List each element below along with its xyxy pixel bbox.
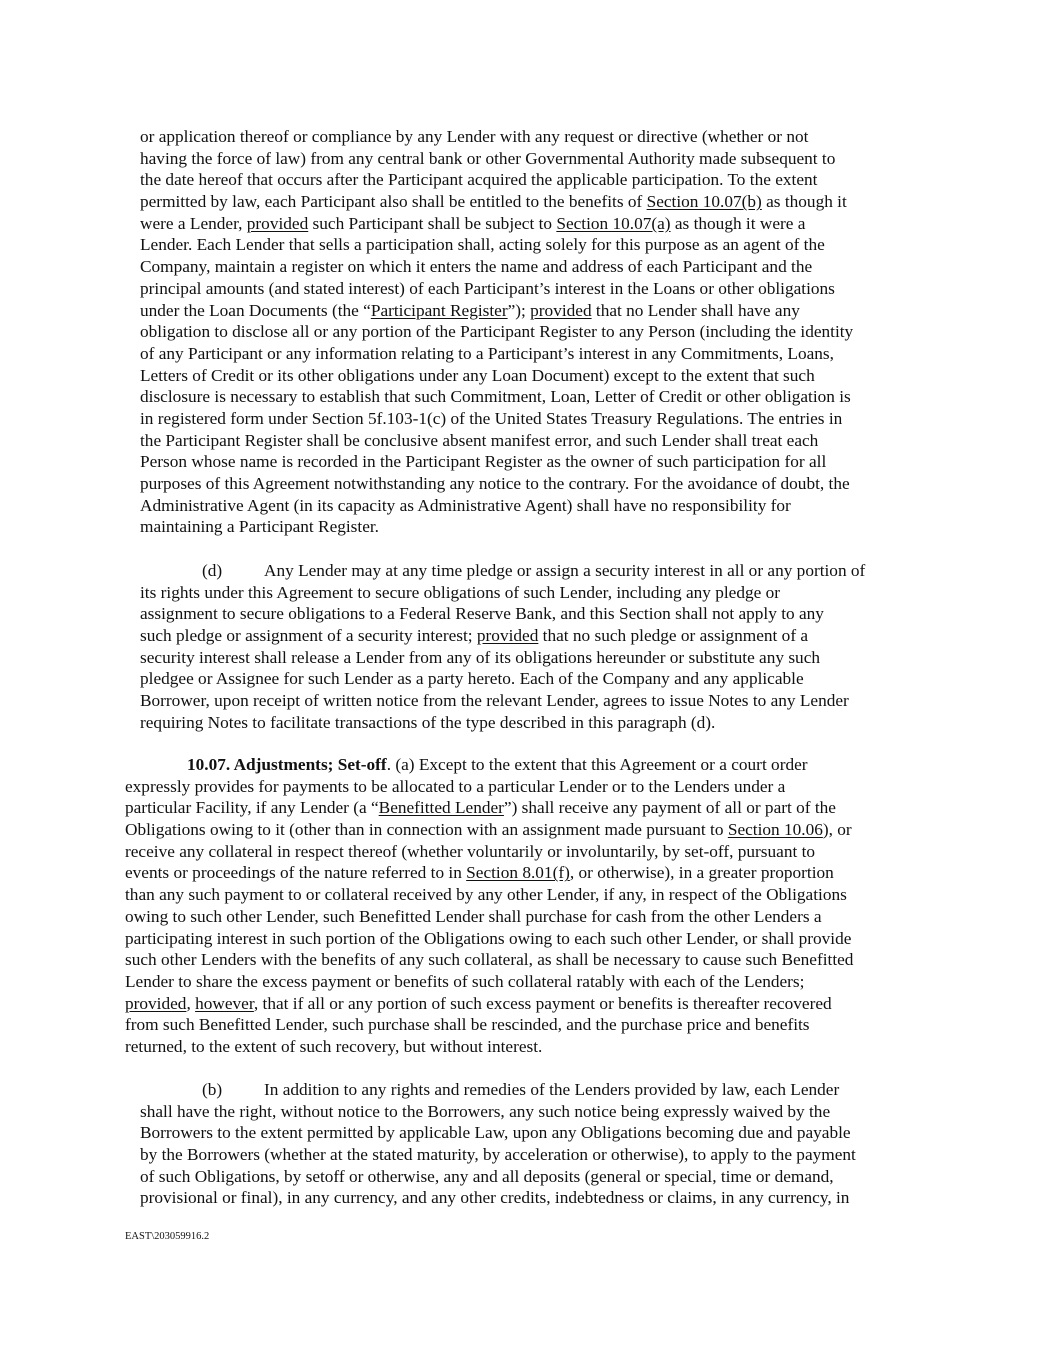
text-line: [140, 191, 853, 213]
text-line: in registered form under Section 5f.103-1(c) of the United States Treasury Regulations. The entries in: [140, 408, 843, 428]
defined-term: Participant Register: [370, 300, 508, 320]
text-run: as though it: [761, 192, 847, 212]
paragraph-label: (d): [202, 561, 223, 580]
text-line: security interest shall release a Lender from any of its obligations hereunder or substitute any such: [140, 647, 821, 667]
text-run: that no such pledge or assignment of a: [538, 626, 809, 646]
text-line: [140, 560, 865, 582]
text-run: . (a) Except to the extent that this Agreement or a court order: [386, 755, 808, 774]
text-run: that no Lender shall have any: [591, 300, 800, 320]
text-line: Letters of Credit or its other obligations under any Loan Document) except to the extent that such: [140, 365, 815, 385]
text-run: ”) shall receive any payment of all or part of the: [503, 798, 836, 818]
paragraph-c-continuation: [140, 126, 853, 538]
text-line: [125, 819, 853, 841]
text-line: Lender. Each Lender that sells a participation shall, acting solely for this purpose as an agent of the: [140, 235, 825, 255]
provided-term: provided: [530, 300, 592, 320]
text-line: owing to such other Lender, such Benefitted Lender shall purchase for cash from the other Lenders a: [125, 906, 822, 926]
text-line: [140, 300, 853, 322]
text-run: permitted by law, each Participant also shall be entitled to the benefits of: [140, 192, 647, 212]
text-line: [140, 625, 865, 647]
text-line: Lender to share the excess payment or benefits of such collateral ratably with each of the Lenders;: [125, 971, 805, 991]
text-run: under the Loan Documents (the “: [140, 300, 371, 320]
section-heading: 10.07. Adjustments; Set-off: [187, 755, 387, 774]
provided-term: provided: [125, 993, 187, 1013]
text-run: , that if all or any portion of such excess payment or benefits is thereafter recovered: [253, 993, 832, 1013]
text-run: ”);: [507, 300, 531, 320]
text-run: Obligations owing to it (other than in connection with an assignment made pursuant to: [125, 820, 728, 840]
text-line: purposes of this Agreement notwithstanding any notice to the contrary. For the avoidance of doubt, the: [140, 474, 850, 493]
document-footer-id: EAST\203059916.2: [125, 1231, 210, 1242]
paragraph-d: [140, 560, 865, 734]
provided-term: provided: [246, 213, 309, 233]
provided-term: provided: [476, 626, 539, 646]
text-run: such Participant shall be subject to: [308, 213, 557, 233]
text-line: expressly provides for payments to be allocated to a particular Lender or to the Lenders under a: [125, 776, 786, 796]
text-line: Borrowers to the extent permitted by applicable Law, upon any Obligations becoming due and payable: [140, 1123, 851, 1143]
text-line: of any Participant or any information relating to a Participant’s interest in any Commitments, Loans,: [140, 343, 834, 363]
text-line: shall have the right, without notice to the Borrowers, any such notice being expressly waived by the: [140, 1101, 831, 1121]
text-line: such other Lenders with the benefits of any such collateral, as shall be necessary to cause such Benefitted: [125, 950, 854, 970]
text-run: particular Facility, if any Lender (a “: [125, 798, 379, 818]
text-line: pledgee or Assignee for such Lender as a party hereto. Each of the Company and any applicable: [140, 669, 804, 689]
section-reference: Section 8.01(f): [466, 863, 570, 883]
text-line: maintaining a Participant Register.: [140, 517, 380, 537]
text-line: of such Obligations, by setoff or otherwise, any and all deposits (general or special, time or demand,: [140, 1166, 834, 1186]
text-line: the date hereof that occurs after the Participant acquired the applicable participation. To the extent: [140, 170, 818, 190]
section-reference: Section 10.07(b): [646, 192, 762, 212]
text-line: [125, 754, 853, 776]
text-line: [140, 213, 853, 235]
text-run: Any Lender may at any time pledge or assign a security interest in all or any portion of: [264, 561, 866, 580]
text-line: its rights under this Agreement to secure obligations of such Lender, including any pledge or: [140, 582, 781, 602]
text-line: having the force of law) from any central bank or other Governmental Authority made subsequent to: [140, 148, 836, 168]
text-line: requiring Notes to facilitate transactions of the type described in this paragraph (d).: [140, 712, 716, 732]
section-10-07: [125, 754, 853, 1058]
text-line: Administrative Agent (in its capacity as Administrative Agent) shall have no responsibility for: [140, 495, 791, 515]
text-run: were a Lender,: [140, 213, 247, 233]
text-run: as though it were a: [670, 213, 806, 233]
text-run: events or proceedings of the nature referred to in: [125, 863, 467, 883]
text-line: returned, to the extent of such recovery, but without interest.: [125, 1036, 543, 1056]
text-line: disclosure is necessary to establish that such Commitment, Loan, Letter of Credit or other obligation is: [140, 387, 851, 407]
paragraph-b: [140, 1079, 856, 1209]
text-run: such pledge or assignment of a security interest;: [140, 626, 477, 646]
text-line: principal amounts (and stated interest) of each Participant’s interest in the Loans or other obligations: [140, 278, 835, 298]
text-line: or application thereof or compliance by any Lender with any request or directive (whether or not: [140, 127, 809, 146]
text-line: obligation to disclose all or any portion of the Participant Register to any Person (including the identity: [140, 322, 854, 342]
text-line: Borrower, upon receipt of written notice from the relevant Lender, agrees to issue Notes to any Lender: [140, 691, 849, 711]
text-line: provisional or final), in any currency, and any other credits, indebtedness or claims, in any currency, in: [140, 1188, 850, 1208]
text-line: participating interest in such portion of the Obligations owing to each such other Lender, or shall provide: [125, 928, 852, 948]
text-line: than any such payment to or collateral received by any other Lender, if any, in respect of the Obligations: [125, 885, 847, 905]
paragraph-label: (b): [202, 1080, 223, 1099]
text-run: , or otherwise), in a greater proportion: [569, 863, 834, 883]
text-run: ,: [186, 993, 196, 1013]
text-line: [125, 797, 853, 819]
text-line: [125, 993, 853, 1015]
text-run: In addition to any rights and remedies of the Lenders provided by law, each Lender: [264, 1080, 840, 1099]
text-line: the Participant Register shall be conclusive absent manifest error, and such Lender shall treat each: [140, 430, 819, 450]
text-line: [125, 862, 853, 884]
however-term: however: [195, 993, 254, 1013]
text-line: from such Benefitted Lender, such purchase shall be rescinded, and the purchase price and benefits: [125, 1015, 810, 1035]
section-reference: Section 10.06: [727, 820, 823, 840]
text-line: [140, 1079, 856, 1101]
text-line: receive any collateral in respect thereof (whether voluntarily or involuntarily, by set-off, pursuant to: [125, 841, 816, 861]
text-line: by the Borrowers (whether at the stated maturity, by acceleration or otherwise), to apply to the payment: [140, 1145, 856, 1165]
text-run: ), or: [822, 820, 852, 840]
defined-term: Benefitted Lender: [378, 798, 504, 818]
text-line: Person whose name is recorded in the Participant Register as the owner of such participation for all: [140, 452, 827, 472]
text-line: Company, maintain a register on which it enters the name and address of each Participant and the: [140, 257, 813, 277]
section-reference: Section 10.07(a): [556, 213, 671, 233]
text-line: assignment to secure obligations to a Federal Reserve Bank, and this Section shall not apply to any: [140, 604, 824, 624]
